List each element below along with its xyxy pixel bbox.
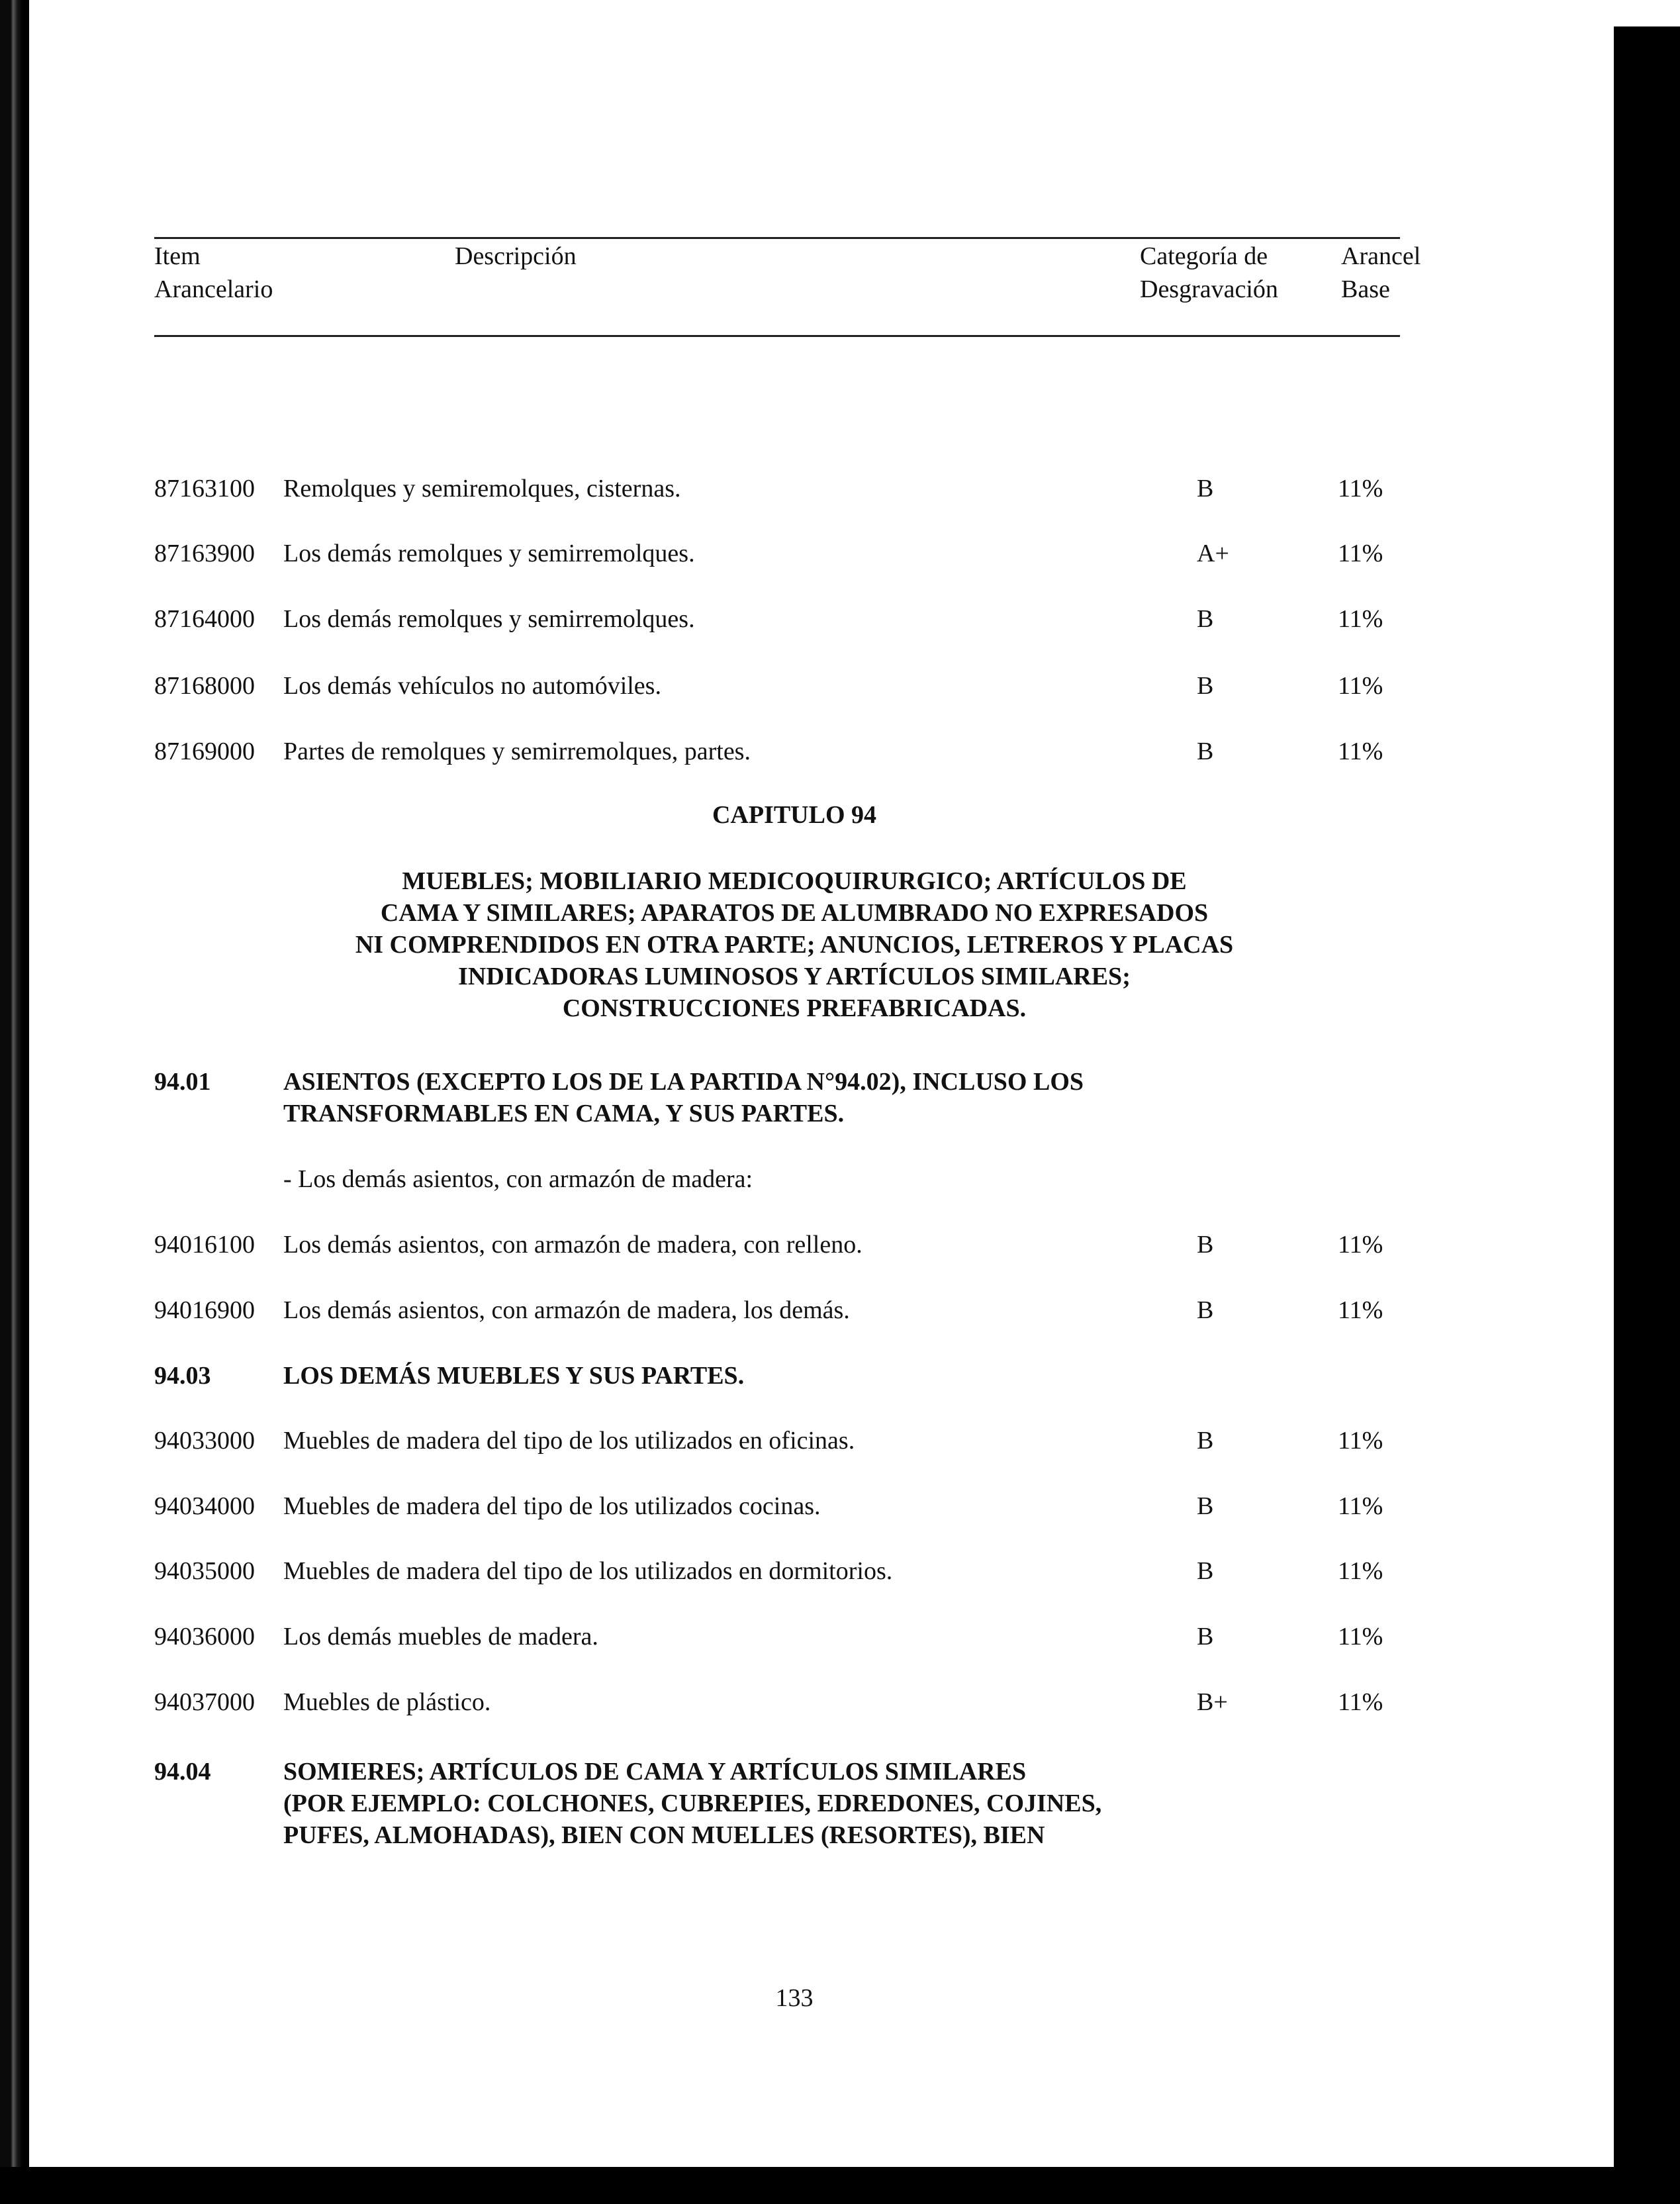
chapter-line: NI COMPRENDIDOS EN OTRA PARTE; ANUNCIOS, LETREROS Y PLACAS bbox=[355, 931, 1234, 959]
item-category: B bbox=[1197, 605, 1214, 633]
section-code: 94.04 bbox=[154, 1758, 211, 1786]
item-code: 94033000 bbox=[154, 1427, 255, 1455]
item-category: B bbox=[1197, 1296, 1214, 1324]
section-heading-line: TRANSFORMABLES EN CAMA, Y SUS PARTES. bbox=[283, 1100, 845, 1127]
item-category: B bbox=[1197, 1427, 1214, 1455]
item-category: B+ bbox=[1197, 1688, 1228, 1716]
chapter-line: CAMA Y SIMILARES; APARATOS DE ALUMBRADO NO EXPRESADOS bbox=[380, 899, 1209, 927]
item-code: 87163900 bbox=[154, 540, 255, 567]
item-code: 94037000 bbox=[154, 1688, 255, 1716]
item-description: Los demás asientos, con armazón de madera, los demás. bbox=[283, 1296, 850, 1324]
item-code: 94034000 bbox=[154, 1492, 255, 1520]
item-rate: 11% bbox=[1338, 1296, 1383, 1324]
item-code: 87163100 bbox=[154, 475, 255, 503]
item-description: Los demás vehículos no automóviles. bbox=[283, 672, 661, 700]
section-heading-line: ASIENTOS (EXCEPTO LOS DE LA PARTIDA N°94.02), INCLUSO LOS bbox=[283, 1068, 1084, 1096]
item-category: B bbox=[1197, 1623, 1214, 1651]
item-category: B bbox=[1197, 475, 1214, 503]
item-rate: 11% bbox=[1338, 475, 1383, 503]
section-heading: LOS DEMÁS MUEBLES Y SUS PARTES. bbox=[283, 1362, 745, 1390]
item-rate: 11% bbox=[1338, 672, 1383, 700]
scan-edge-bottom bbox=[0, 2167, 1680, 2204]
item-category: A+ bbox=[1197, 540, 1229, 567]
subheading-note: - Los demás asientos, con armazón de madera: bbox=[283, 1165, 753, 1193]
item-description: Los demás asientos, con armazón de madera, con relleno. bbox=[283, 1231, 863, 1259]
item-description: Muebles de plástico. bbox=[283, 1688, 491, 1716]
item-description: Muebles de madera del tipo de los utilizados cocinas. bbox=[283, 1492, 821, 1520]
header-base-line2: Base bbox=[1341, 275, 1390, 303]
item-rate: 11% bbox=[1338, 1231, 1383, 1259]
item-category: B bbox=[1197, 672, 1214, 700]
header-category-line2: Desgravación bbox=[1140, 275, 1278, 303]
section-code: 94.01 bbox=[154, 1068, 211, 1096]
header-base bbox=[1341, 240, 1421, 306]
section-heading-line: SOMIERES; ARTÍCULOS DE CAMA Y ARTÍCULOS SIMILARES bbox=[283, 1758, 1027, 1786]
item-rate: 11% bbox=[1338, 738, 1383, 765]
item-rate: 11% bbox=[1338, 1688, 1383, 1716]
chapter-line: CONSTRUCCIONES PREFABRICADAS. bbox=[562, 994, 1027, 1022]
header-item-line1: Item bbox=[154, 242, 201, 270]
item-description: Los demás remolques y semirremolques. bbox=[283, 540, 695, 567]
item-description: Los demás remolques y semirremolques. bbox=[283, 605, 695, 633]
scan-edge-left bbox=[0, 0, 29, 2204]
section-heading-line: (POR EJEMPLO: COLCHONES, CUBREPIES, EDREDONES, COJINES, bbox=[283, 1790, 1102, 1817]
item-code: 87164000 bbox=[154, 605, 255, 633]
item-description: Partes de remolques y semirremolques, partes. bbox=[283, 738, 751, 765]
header-top-rule bbox=[154, 237, 1400, 239]
item-rate: 11% bbox=[1338, 1427, 1383, 1455]
section-code: 94.03 bbox=[154, 1362, 211, 1390]
item-code: 94016900 bbox=[154, 1296, 255, 1324]
chapter-title: CAPITULO 94 bbox=[712, 801, 877, 829]
scan-edge-right bbox=[1614, 26, 1680, 2204]
item-code: 94016100 bbox=[154, 1231, 255, 1259]
item-description: Muebles de madera del tipo de los utilizados en oficinas. bbox=[283, 1427, 855, 1455]
section-heading bbox=[283, 1066, 1084, 1129]
item-category: B bbox=[1197, 738, 1214, 765]
item-code: 87168000 bbox=[154, 672, 255, 700]
chapter-line: MUEBLES; MOBILIARIO MEDICOQUIRURGICO; ARTÍCULOS DE bbox=[402, 867, 1187, 895]
page-number: 133 bbox=[775, 1984, 814, 2012]
header-base-line1: Arancel bbox=[1341, 242, 1421, 270]
chapter-description bbox=[291, 865, 1297, 1024]
item-description: Remolques y semiremolques, cisternas. bbox=[283, 475, 681, 503]
item-description: Muebles de madera del tipo de los utilizados en dormitorios. bbox=[283, 1557, 893, 1585]
item-description: Los demás muebles de madera. bbox=[283, 1623, 598, 1651]
item-code: 94036000 bbox=[154, 1623, 255, 1651]
section-heading bbox=[283, 1756, 1101, 1851]
item-rate: 11% bbox=[1338, 605, 1383, 633]
section-heading-line: PUFES, ALMOHADAS), BIEN CON MUELLES (RESORTES), BIEN bbox=[283, 1821, 1045, 1849]
item-rate: 11% bbox=[1338, 1557, 1383, 1585]
header-description: Descripción bbox=[455, 242, 577, 270]
header-category bbox=[1140, 240, 1278, 306]
item-rate: 11% bbox=[1338, 540, 1383, 567]
item-rate: 11% bbox=[1338, 1492, 1383, 1520]
item-code: 87169000 bbox=[154, 738, 255, 765]
chapter-line: INDICADORAS LUMINOSOS Y ARTÍCULOS SIMILARES; bbox=[458, 963, 1131, 990]
header-bottom-rule bbox=[154, 335, 1400, 337]
item-rate: 11% bbox=[1338, 1623, 1383, 1651]
item-category: B bbox=[1197, 1231, 1214, 1259]
item-code: 94035000 bbox=[154, 1557, 255, 1585]
header-item-line2: Arancelario bbox=[154, 275, 273, 303]
header-item bbox=[154, 240, 273, 306]
header-category-line1: Categoría de bbox=[1140, 242, 1268, 270]
item-category: B bbox=[1197, 1492, 1214, 1520]
scan-corner bbox=[1614, 0, 1680, 26]
item-category: B bbox=[1197, 1557, 1214, 1585]
